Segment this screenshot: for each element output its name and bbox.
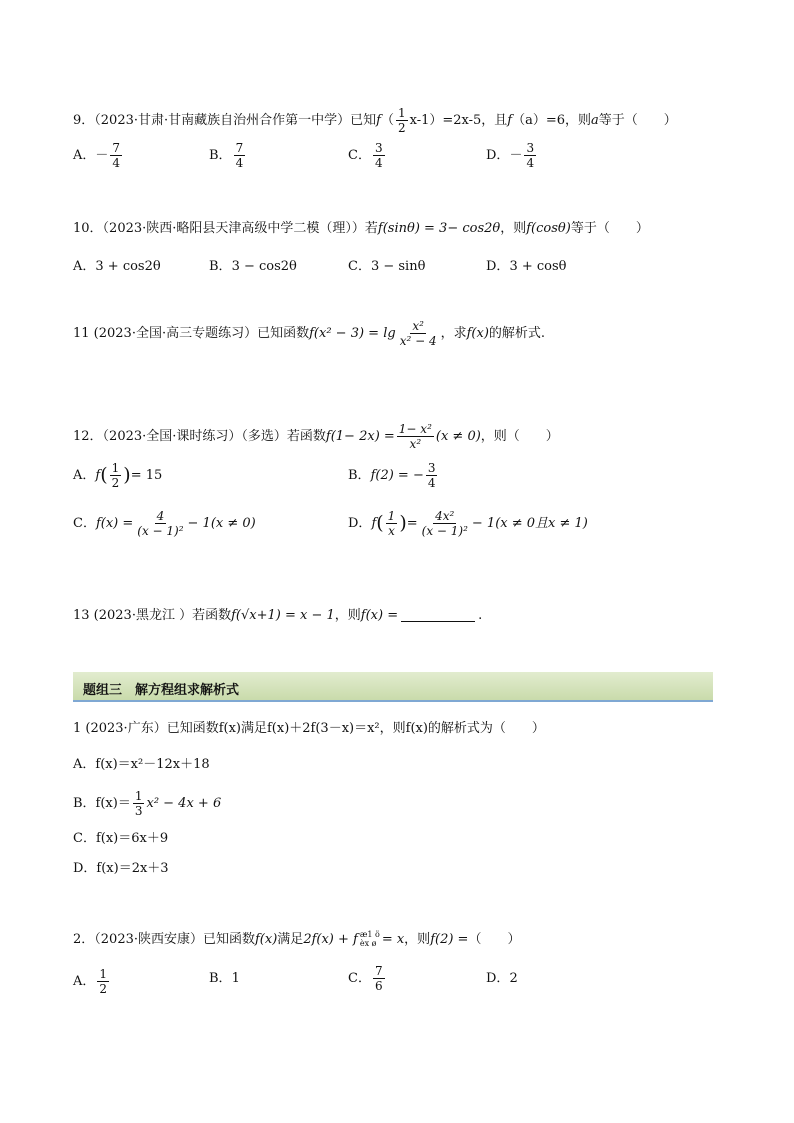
s2-option-b: B． 1 [209, 971, 240, 986]
q12-option-c: C． f(x) = $\frac{4}{\text{(x − 1)²}}$ − 1(x ≠ 0) [73, 509, 256, 538]
q9-option-a: A． － $\frac{7}{4}$ [73, 141, 121, 170]
s2-option-c: C． $\frac{7}{6}$ [348, 964, 383, 993]
s1-option-d: D．f(x)＝2x＋3 [73, 861, 169, 876]
q9-f: f [376, 113, 381, 128]
s1-stem: 1 (2023·广东）已知函数f(x)满足f(x)＋2f(3－x)＝x²，则f(x)的解析式为（ ） [73, 721, 545, 736]
q11-expr: f(x² − 3) = lg [309, 326, 396, 341]
q10-expr1: f(sinθ) = 3− cos2θ [377, 221, 501, 236]
q9-option-d: D． － $\frac{3}{4}$ [486, 141, 535, 170]
section-title: 题组三 解方程组求解析式 [83, 683, 240, 698]
q9-text-c: （a）=6，则 [512, 113, 592, 128]
q12-stem: 12．（2023·全国·课时练习）（多选）若函数 f(1− 2x) = $\frac{\text{1− x²}}{\text{x²}}$ (x ≠ 0) ，则（ ） [73, 422, 559, 451]
q9-stem [73, 107, 677, 134]
q12-option-a: A． f ( $\frac{1}{2}$ ) = 15 [73, 461, 163, 490]
q10-option-a: A． 3 + cos2θ [73, 259, 161, 274]
q9-option-c: C． $\frac{3}{4}$ [348, 141, 383, 170]
q12-option-d: D． f ( $\frac{1}{x}$ ) = $\frac{\text{4x²}}{\text{(x − 1)²}}$ − 1(x ≠ 0且x ≠ 1) [348, 509, 588, 538]
q9-fraction: $\frac{1}{2}$ [397, 106, 406, 135]
q13-answer-blank[interactable] [401, 609, 475, 622]
q9-f2: f [507, 113, 513, 128]
q9-text-d: 等于（ ） [598, 113, 677, 128]
q10-option-c: C． 3 − sinθ [348, 259, 426, 274]
q10-stem: 10．（2023·陕西·略阳县天津高级中学二模（理））若 f(sinθ) = 3− cos2θ ，则 f(cosθ) 等于（ ） [73, 221, 649, 236]
q12-fraction: $\frac{\text{1− x²}}{\text{x²}}$ [398, 422, 432, 451]
s2-garbled-fraction: æ1 ö èx ø [359, 930, 380, 948]
s2-option-d: D． 2 [486, 971, 518, 986]
q9-option-b: B． $\frac{7}{4}$ [209, 141, 244, 170]
q11-stem: 11 (2023·全国·高三专题练习）已知函数 f(x² − 3) = lg $\frac{\text{x²}}{\text{x² − 4}}$ ，求 f(x) 的解析式. [73, 319, 546, 348]
q13-expr: f(√x+1) = x − 1 [231, 608, 335, 623]
s2-stem: 2．（2023·陕西安康）已知函数 f(x) 满足 2f(x) + f æ1 ö èx ø = x ，则 f(2) = （ ） [73, 930, 521, 948]
q10-expr2: f(cosθ) [526, 221, 571, 236]
q9-text-b: x-1）=2x-5，且 [409, 113, 508, 128]
q9-text-a: 9．（2023·甘肃·甘南藏族自治州合作第一中学）已知 [73, 113, 377, 128]
q13-stem: 13 (2023·黑龙江 ）若函数 f(√x+1) = x − 1 ，则 f(x) = . [73, 608, 483, 623]
q9-lparen: （ [380, 113, 394, 128]
section-header [73, 672, 713, 702]
q12-option-b: B． f(2) = − $\frac{3}{4}$ [348, 461, 436, 490]
s1-option-c: C．f(x)＝6x＋9 [73, 831, 169, 846]
q9-a: a [591, 113, 599, 128]
q11-fraction: $\frac{\text{x²}}{\text{x² − 4}}$ [399, 319, 437, 348]
q10-option-b: B． 3 − cos2θ [209, 259, 297, 274]
q10-option-d: D． 3 + cosθ [486, 259, 567, 274]
s2-option-a: A． $\frac{1}{2}$ [73, 967, 108, 996]
s1-option-b: B．f(x)＝ $\frac{1}{3}$ x² − 4x + 6 [73, 789, 222, 818]
s1-option-a: A．f(x)＝x²－12x＋18 [73, 757, 210, 772]
